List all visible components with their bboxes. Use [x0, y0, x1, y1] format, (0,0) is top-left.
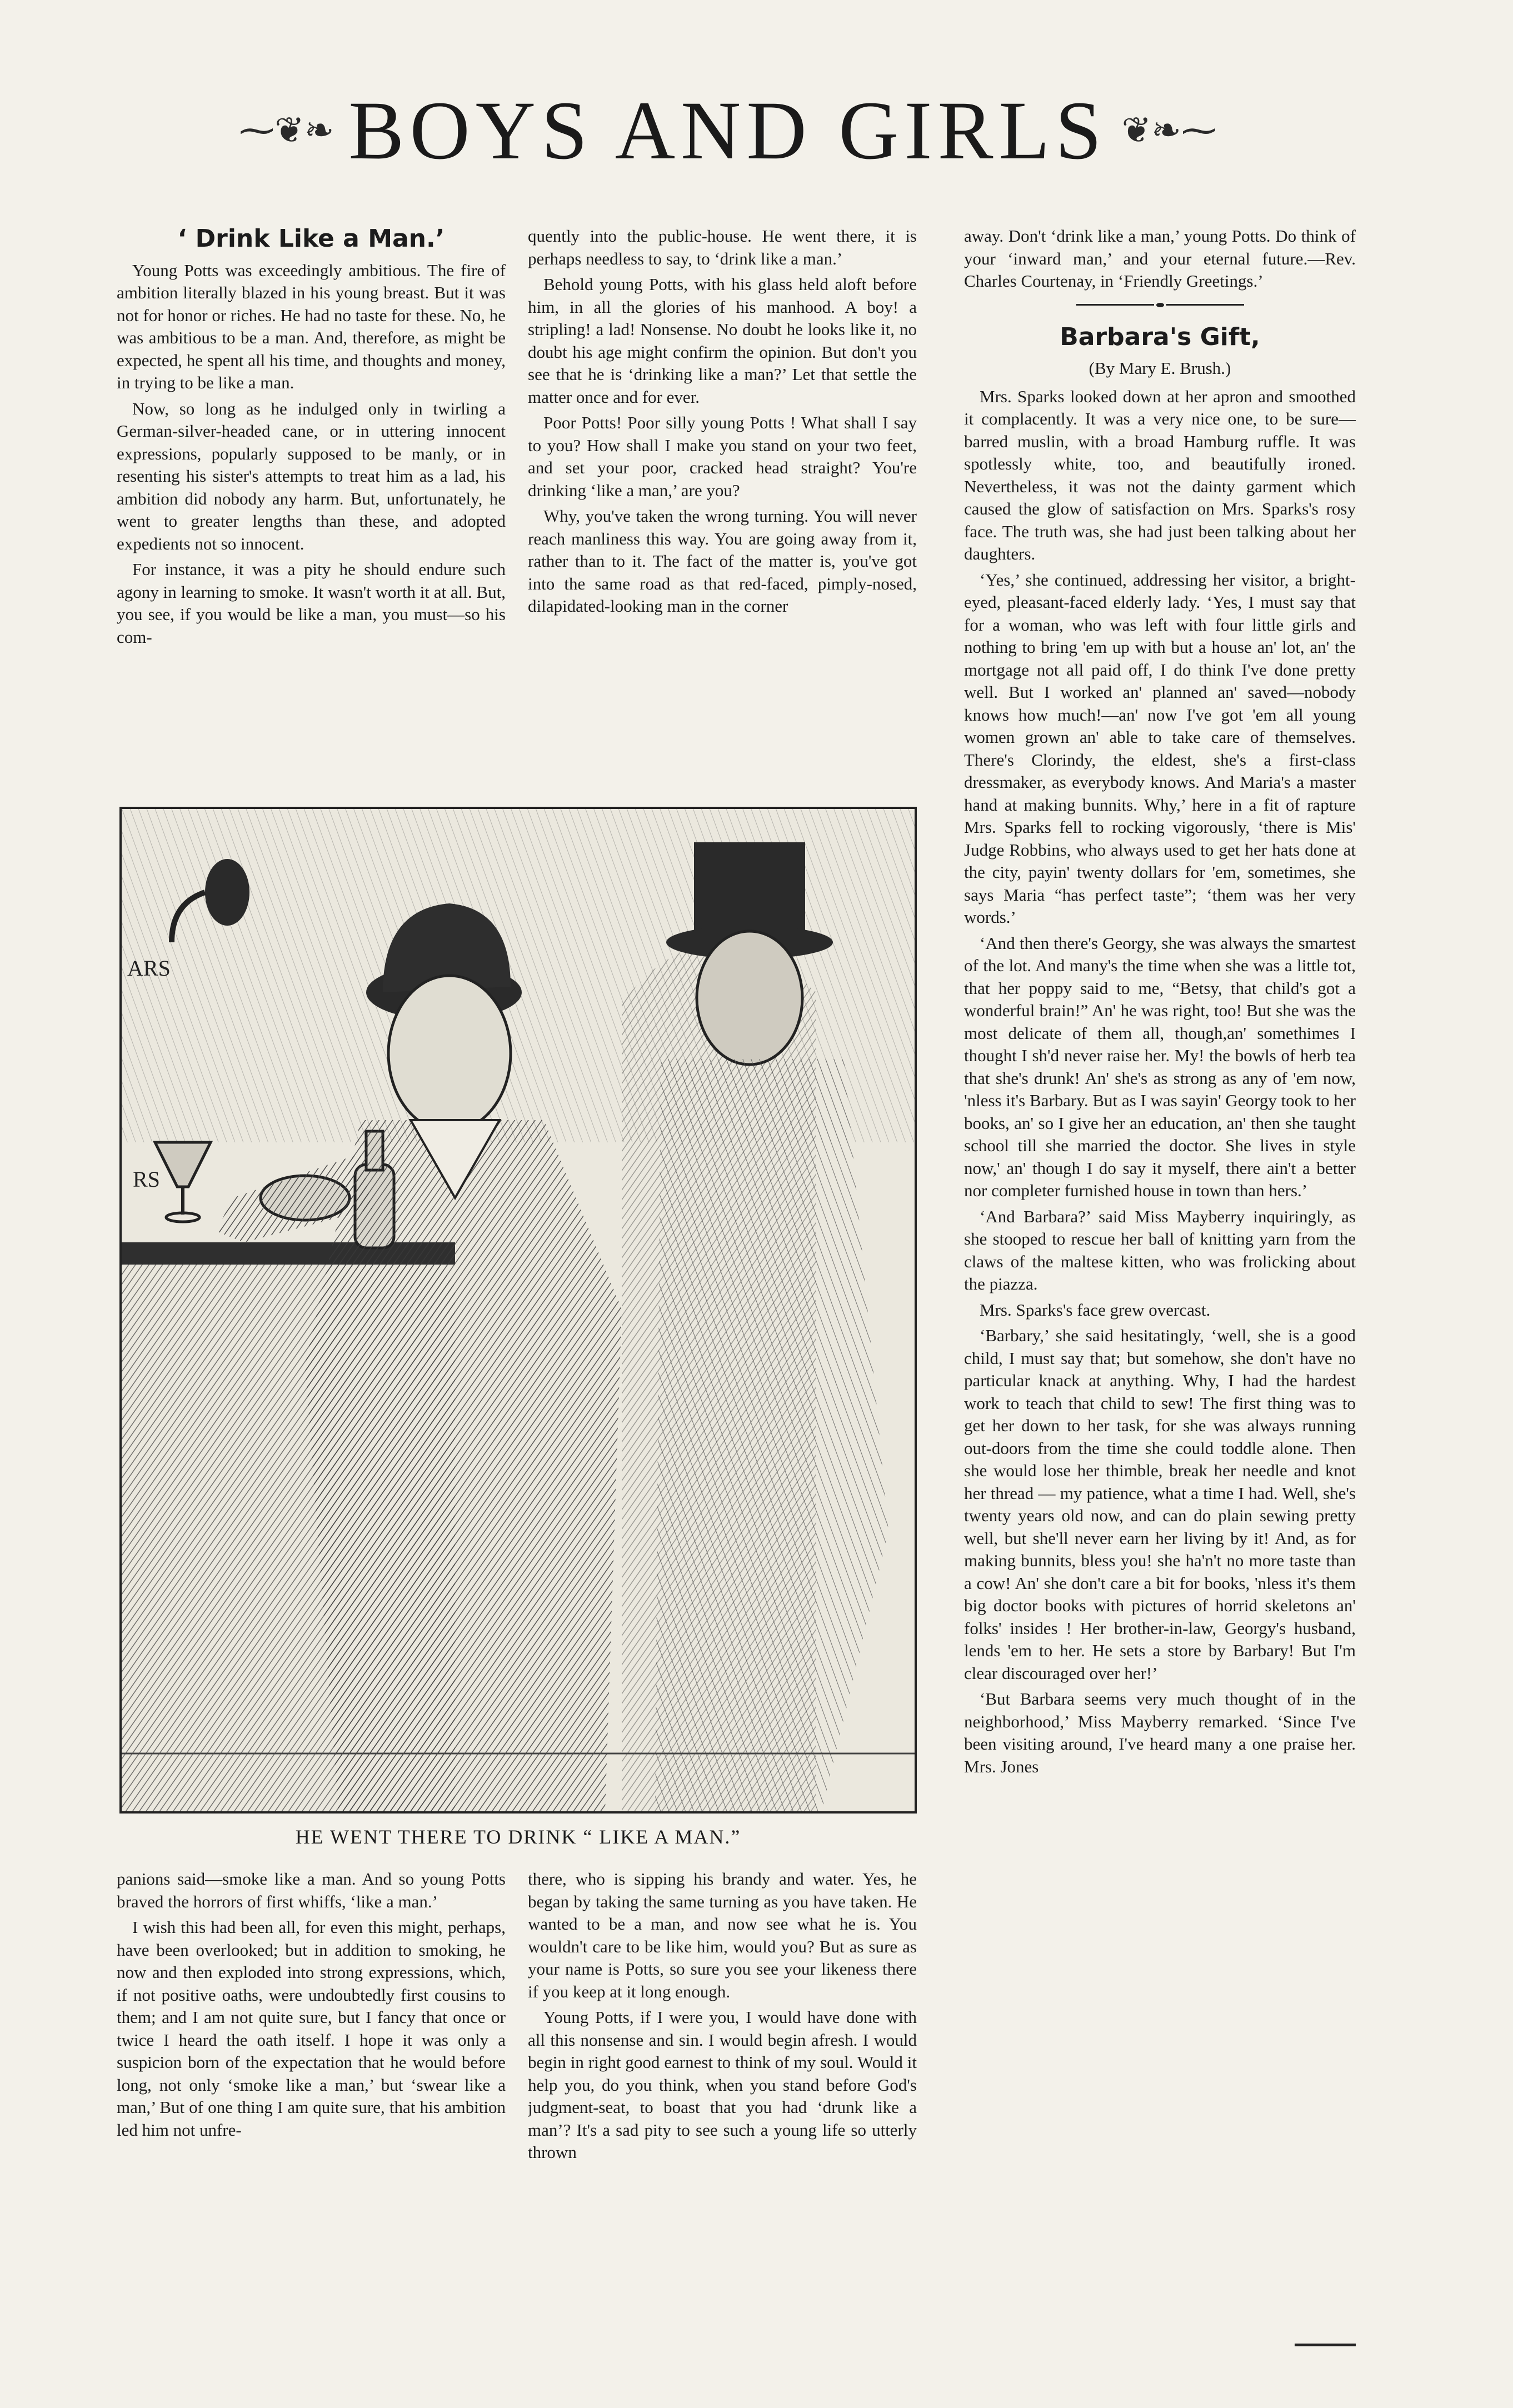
paragraph: Mrs. Sparks's face grew overcast. — [980, 1300, 1211, 1320]
right-ornament: ❦❧⁓ — [1121, 110, 1217, 151]
paragraph: Young Potts, if I were you, I would have done with all this nonsense and sin. I would begin afresh. I would begin in right good earnest to think of my soul. Would it help you, do you think, when you stand before God's judgment-seat, to boast that you had ‘drunk like a man’? It's a sad pity to see such a young life so utterly thrown — [528, 2007, 917, 2162]
paragraph: quently into the public-house. He went there, it is perhaps needless to say, to ‘drink like a man.’ — [528, 226, 917, 268]
paragraph: away. Don't ‘drink like a man,’ young Potts. Do think of your ‘inward man,’ and your eternal future.—Rev. Charles Courtenay, in ‘Friendly Greetings.’ — [964, 226, 1356, 291]
paragraph: Behold young Potts, with his glass held aloft before him, in all the glories of his manhood. A boy! a stripling! a lad! Nonsense. No doubt he looks like it, no doubt his age might confirm the opinion. But don't you see that he is ‘drinking like a man?’ Let that settle the matter once and for ever. — [528, 274, 917, 407]
paragraph: I wish this had been all, for even this might, perhaps, have been overlooked; but in addition to smoking, he now and then exploded into strong expressions, which, if not positive oaths, were undoubtedly first cousins to them; and I am not quite sure, but I fancy that once or twice I heard the oath itself. I hope it was only a suspicion born of the expectation that he would before long, not only ‘smoke like a man,’ but ‘swear like a man,’ But of one thing I am quite sure, that his ambition led him not unfre- — [117, 1917, 506, 2140]
paragraph: Young Potts was exceedingly ambitious. The fire of ambition literally blazed in his young breast. But it was not for honor or riches. He had no taste for these. No, he was ambitious to be a man. And, therefore, as might be expected, he spent all his time, and thoughts and money, in trying to be like a man. — [117, 260, 506, 392]
divider-line — [1166, 304, 1244, 306]
article2-byline: (By Mary E. Brush.) — [1088, 358, 1231, 378]
article1-column2 — [528, 225, 917, 778]
paragraph: For instance, it was a pity he should endure such agony in learning to smoke. It wasn't worth it at all. But, you see, if you would be like a man, you must—so his com- — [117, 559, 506, 647]
illustration-drawing — [122, 809, 915, 1811]
svg-text:ARS: ARS — [127, 956, 171, 981]
paragraph: Why, you've taken the wrong turning. You will never reach manliness this way. You are going away from it, rather than to it. The fact of the matter is, you've got into the same road as that red-faced, pimply-nosed, dilapidated-looking man in the corner — [528, 506, 917, 616]
illustration-caption: HE WENT THERE TO DRINK “ LIKE A MAN.” — [295, 1826, 741, 1848]
paragraph: ‘Yes,’ she continued, addressing her visitor, a bright-eyed, pleasant-faced elderly lady. ‘Yes, I must say that for a woman, who was left with four little girls and nothing to bring 'em up with but a house an' lot, an' the mortgage not all paid off, I do think I've done pretty well. But I worked an' planned an' saved—nobody knows how much!—an' now I've got 'em all young women grown an' able to take care of themselves. There's Clorindy, the eldest, she's a first-class dressmaker, as everybody knows. And Maria's a master hand at making bunnits. Why,’ here in a fit of rapture Mrs. Sparks fell to rocking vigorously, ‘there is Mis' Judge Robbins, who always used to get her hats done at the city, payin' twenty dollars for 'em, sometimes, she says Maria “has perfect taste”; ‘them was her very words.’ — [964, 569, 1356, 927]
paragraph: ‘Barbary,’ she said hesitatingly, ‘well, she is a good child, I must say that; but somehow, she don't have no particular knack at anything. Why, I had the hardest work to teach that child to sew! The first thing was to get her down to her task, for she was always running out-doors from the time she could toddle alone. Then she would lose her thimble, break her needle and knot her thread — my patience, what a time I had. Well, she's twenty years old now, and can do plain sewing pretty well, but she'll never earn her living by it! And, as for making bunnits, bless you! she ha'n't no more taste than a cow! An' she don't care a bit for books, 'nless it's them big doctor books with pictures of horrid skeletons an' folks' insides ! Her brother-in-law, Georgy's husband, lends 'em to her. He sets a store by Barbary! But I'm clear discouraged over her!’ — [964, 1326, 1356, 1683]
section-divider — [964, 303, 1356, 307]
paragraph: ‘And Barbara?’ said Miss Mayberry inquiringly, as she stooped to rescue her ball of knitting yarn from the claws of the maltese kitten, who was frolicking about the piazza. — [964, 1206, 1356, 1293]
illustration — [119, 807, 917, 1814]
article1-column1 — [117, 222, 506, 778]
paragraph: there, who is sipping his brandy and water. Yes, he began by taking the same turning as you have taken. He wanted to be a man, and now see what he is. You wouldn't care to be like him, would you? But as sure as your name is Potts, so sure you see your likeness there if you keep at it long enough. — [528, 1869, 917, 2001]
divider-dot — [1156, 303, 1164, 307]
paragraph: Mrs. Sparks looked down at her apron and smoothed it complacently. It was a very nice one, to be sure—barred muslin, with a broad Hamburg ruffle. It was spotlessly white, too, and beautifully ironed. Nevertheless, it was not the dainty garment which caused the glow of satisfaction on Mrs. Sparks's rosy face. The truth was, she had just been talking about her daughters. — [964, 386, 1356, 563]
paragraph: panions said—smoke like a man. And so young Potts braved the horrors of first whiffs, ‘like a man.’ — [117, 1869, 506, 1911]
divider-line — [1076, 304, 1154, 306]
left-ornament: ⁓❦❧ — [239, 110, 334, 151]
paragraph: Poor Potts! Poor silly young Potts ! What shall I say to you? How shall I make you stand on your two feet, and set your poor, cracked head straight? You're drinking ‘like a man,’ are you? — [528, 413, 917, 500]
article1-title: ‘ Drink Like a Man.’ — [177, 224, 445, 253]
svg-text:RS: RS — [133, 1167, 160, 1192]
article1-column1-continued — [117, 1868, 506, 2357]
article1-column2-continued — [528, 1868, 917, 2357]
end-rule — [1295, 2344, 1356, 2346]
paragraph: ‘And then there's Georgy, she was always the smartest of the lot. And many's the time when she was a little tot, that her poppy said to me, “Betsy, that child's got a wonderful brain!” An' he was right, too! But she was the most delicate of them all, though,an' somethimes I thought I sh'd never raise her. My! the bowls of herb tea that she's drunk! An' she's as strong as any of 'em now, 'nless it's Barbary. But as I was sayin' Georgy took to her books, an' so I give her an education, an' then she taught school till she married the doctor. She lives in style now,' an' though I do say it myself, there ain't a better nor completer furnished house in town than hers.’ — [964, 933, 1356, 1200]
article2-title: Barbara's Gift, — [1060, 322, 1260, 351]
paragraph: Now, so long as he indulged only in twirling a German-silver-headed cane, or in uttering innocent expressions, popularly supposed to be manly, or in resenting his sister's attempts to treat him as a lad, his ambition did nobody any harm. But, unfortunately, he went to greater lengths than these, and adopted expedients not so innocent. — [117, 398, 506, 553]
column3 — [964, 225, 1356, 2359]
masthead — [200, 83, 1256, 178]
paragraph: ‘But Barbara seems very much thought of in the neighborhood,’ Miss Mayberry remarked. ‘Since I've been visiting around, I've heard many a one praise her. Mrs. Jones — [964, 1689, 1356, 1776]
section-title: BOYS AND GIRLS — [348, 84, 1107, 177]
